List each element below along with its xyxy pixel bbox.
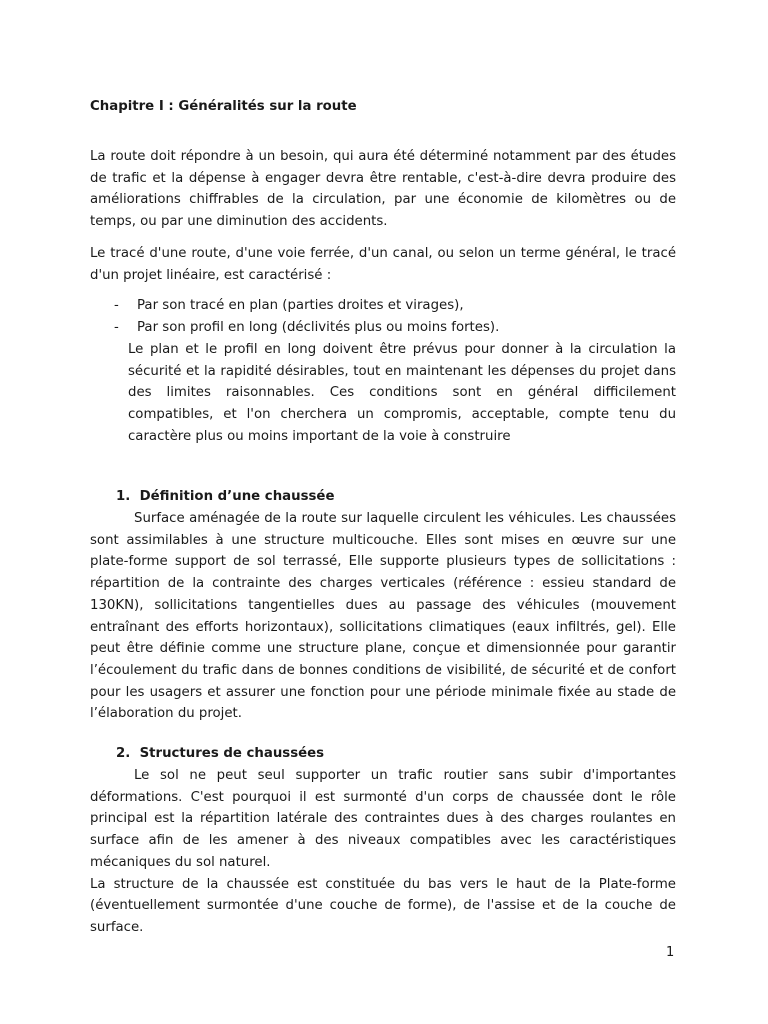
- list-item: [114, 295, 674, 317]
- page-number: 1: [666, 945, 675, 960]
- section-heading-definition: [116, 486, 702, 508]
- bullet-dash: -: [114, 319, 119, 335]
- section-heading-structures: [116, 743, 702, 765]
- section-number: 2.: [116, 746, 131, 761]
- section-number: 1.: [116, 489, 131, 504]
- list-item-text: Par son profil en long (déclivités plus ou moins fortes).: [137, 319, 500, 335]
- characteristics-list: [114, 295, 674, 338]
- chapter-title: Chapitre I : Généralités sur la route: [90, 99, 357, 114]
- section-body-paragraph: Le sol ne peut seul supporter un trafic routier sans subir d'importantes déformations. C'est pourquoi il est surmonté d'un corps de chaussée dont le rôle principal est la répartition latérale des contraintes dues à des charges roulantes en surface afin de les amener à des niveaux compatibles avec les caractéristiques mécaniques du sol naturel.: [90, 768, 676, 870]
- section-body-paragraph: La structure de la chaussée est constituée du bas vers le haut de la Plate-forme (éventuellement surmontée d'une couche de forme), de l'assise et de la couche de surface.: [90, 876, 676, 935]
- list-item-text: Par son tracé en plan (parties droites et virages),: [137, 298, 464, 313]
- section-body-definition: Surface aménagée de la route sur laquelle circulent les véhicules. Les chaussées sont assimilables à une structure multicouche. Elles sont mises en œuvre sur une plate-forme support de sol terrassé, Elle supporte plusieurs types de sollicitations : répartition de la contrainte des charges verticales (référence : essieu standard de 130KN), sollicitations tangentielles dues au passage des véhicules (mouvement entraînant des efforts horizontaux), sollicitations climatiques (eaux infiltrés, gel). Elle peut être définie comme une structure plane, conçue et dimensionnée pour garantir l’écoulement du trafic dans de bonnes conditions de visibilité, de sécurité et de confort pour les usagers et assurer une fonction pour une période minimale fixée au stade de l’élaboration du projet.: [90, 511, 676, 722]
- list-item: [114, 317, 674, 339]
- intro-paragraph-1: La route doit répondre à un besoin, qui aura été déterminé notamment par des études de trafic et la dépense à engager devra être rentable, c'est-à-dire devra produire des améliorations chiffrables de la circulation, par une économie de kilomètres ou de temps, ou par une diminution des accidents.: [90, 149, 676, 230]
- section-heading-text: Structures de chaussées: [139, 746, 325, 761]
- section-heading-text: Définition d’une chaussée: [139, 489, 335, 504]
- intro-paragraph-3: Le plan et le profil en long doivent être prévus pour donner à la circulation la sécurité et la rapidité désirables, tout en maintenant les dépenses du projet dans des limites raisonnables. Ces conditions sont en général difficilement compatibles, et l'on cherchera un compromis, acceptable, compte tenu du caractère plus ou moins important de la voie à construire: [128, 342, 676, 444]
- bullet-dash: -: [114, 298, 119, 313]
- intro-paragraph-2: Le tracé d'une route, d'une voie ferrée, d'un canal, ou selon un terme général, le tracé d'un projet linéaire, est caractérisé :: [90, 246, 676, 283]
- section-body-structures: [90, 765, 676, 939]
